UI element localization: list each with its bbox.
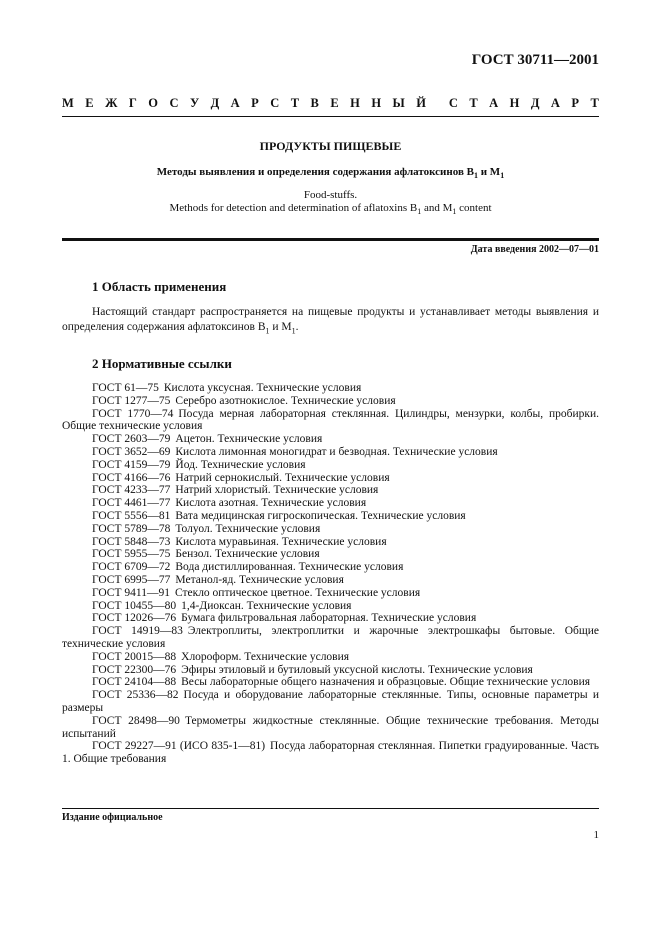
references-list [62, 382, 599, 766]
reference-code: ГОСТ 24104—88 [92, 676, 177, 689]
standard-type-letter: Т [590, 96, 599, 110]
standard-type-letter: Р [251, 96, 259, 110]
english-sub2: 1 [452, 207, 457, 217]
document-title: ПРОДУКТЫ ПИЩЕВЫЕ [259, 139, 402, 153]
standard-type-letter: Е [330, 96, 339, 110]
section1-text-a: Настоящий стандарт распространяется на пищевые продукты и устанавливает методы выявления и определения содержания афлатоксинов B [62, 306, 599, 333]
footer-rule [62, 808, 599, 809]
reference-item [62, 664, 599, 677]
standard-type-letter: А [230, 96, 240, 110]
reference-item [62, 574, 599, 587]
reference-text: Посуда лабораторная стеклянная. Пипетки градуированные. Часть 1. Общие требования [62, 740, 599, 766]
section1-paragraph [62, 305, 599, 338]
reference-item [62, 740, 599, 766]
standard-type-letter: Д [210, 96, 220, 110]
reference-code: ГОСТ 61—75 [92, 382, 159, 394]
reference-item [62, 536, 599, 549]
section1-sub1: 1 [265, 326, 270, 336]
reference-item [62, 446, 599, 459]
reference-item [62, 689, 599, 715]
reference-text: Весы лабораторные общего назначения и образцовые. Общие технические условия [181, 676, 591, 689]
english-line2-a: Methods for detection and determination of aflatoxins B [169, 202, 418, 214]
reference-code: ГОСТ 5955—75 [92, 548, 171, 561]
reference-item [62, 523, 599, 536]
english-sub1: 1 [417, 207, 422, 217]
reference-code: ГОСТ 6995—77 [92, 573, 171, 586]
standard-type-letter: С [270, 96, 280, 110]
reference-code: ГОСТ 22300—76 [92, 663, 177, 676]
standard-type-letter: Д [530, 96, 540, 110]
reference-code: ГОСТ 1277—75 [92, 394, 171, 407]
reference-text: 1,4-Диоксан. Технические условия [181, 599, 352, 612]
reference-text: Натрий хлористый. Технические условия [175, 484, 379, 497]
reference-code: ГОСТ 4461—77 [92, 497, 171, 510]
reference-code: ГОСТ 4166—76 [92, 471, 171, 484]
reference-code: ГОСТ 14919—83 [92, 625, 183, 638]
reference-item [62, 561, 599, 574]
reference-text: Ацетон. Технические условия [175, 433, 323, 446]
reference-code: ГОСТ 3652—69 [92, 445, 171, 458]
standard-type-letter: Й [416, 96, 426, 110]
reference-item [62, 715, 599, 741]
reference-code: ГОСТ 4159—79 [92, 458, 171, 471]
date-intro: Дата введения 2002—07—01 [470, 244, 599, 255]
standard-code: ГОСТ 30711—2001 [471, 52, 599, 68]
standard-type-letter: Е [85, 96, 94, 110]
reference-code: ГОСТ 9411—91 [92, 586, 170, 599]
reference-code: ГОСТ 10455—80 [92, 599, 177, 612]
reference-code: ГОСТ 2603—79 [92, 433, 171, 446]
standard-type-letter: Ж [105, 96, 118, 110]
reference-code: ГОСТ 20015—88 [92, 650, 177, 663]
reference-item [62, 510, 599, 523]
reference-text: Электроплиты, электроплитки и жарочные электрошкафы бытовые. Общие технические условия [62, 625, 599, 650]
section1-heading: 1 Область применения [92, 279, 227, 294]
reference-item [62, 408, 599, 434]
standard-type-letter: В [310, 96, 319, 110]
subtitle-mid: и M [477, 166, 501, 178]
page-number: 1 [593, 829, 599, 841]
reference-item [62, 651, 599, 664]
reference-text: Толуол. Технические условия [175, 522, 321, 535]
standard-type-letter: С [448, 96, 458, 110]
reference-text: Серебро азотнокислое. Технические условия [175, 394, 396, 407]
standard-type-letter: Т [290, 96, 300, 110]
reference-code: ГОСТ 25336—82 [92, 689, 179, 702]
reference-text: Вода дистиллированная. Технические условия [175, 561, 404, 574]
section1-text-b: и M [269, 321, 292, 333]
document-subtitle [62, 166, 599, 180]
standard-type-letter: Ы [392, 96, 405, 110]
reference-text: Бумага фильтровальная лабораторная. Технические условия [181, 612, 477, 625]
reference-item [62, 612, 599, 625]
reference-code: ГОСТ 5556—81 [92, 509, 171, 522]
reference-code: ГОСТ 5848—73 [92, 535, 171, 548]
reference-item [62, 600, 599, 613]
subtitle-text: Методы выявления и определения содержания афлатоксинов B [156, 166, 474, 178]
reference-text: Йод. Технические условия [175, 458, 306, 471]
reference-text: Кислота уксусная. Технические условия [163, 382, 362, 394]
edition-note: Издание официальное [62, 812, 163, 823]
standard-type-heading [62, 96, 599, 111]
reference-item [62, 548, 599, 561]
english-title [62, 189, 599, 218]
reference-item [62, 497, 599, 510]
title-rule [62, 238, 599, 241]
subtitle-sub2: 1 [500, 171, 505, 181]
standard-type-letter: А [550, 96, 560, 110]
english-line1: Food-stuffs. [303, 189, 358, 201]
standard-type-letter: С [169, 96, 179, 110]
reference-text: Кислота азотная. Технические условия [175, 497, 367, 510]
reference-text: Эфиры этиловый и бутиловый уксусной кислоты. Технические условия [181, 663, 533, 676]
standard-type-letter: У [189, 96, 200, 110]
reference-item [62, 395, 599, 408]
reference-code: ГОСТ 5789—78 [92, 522, 171, 535]
english-line2-c: content [456, 202, 492, 214]
standard-type-letter: Н [371, 96, 382, 110]
reference-text: Хлороформ. Технические условия [181, 650, 350, 663]
standard-type-letter: Н [350, 96, 360, 110]
reference-text: Бензол. Технические условия [175, 548, 320, 561]
standard-type-letter: А [489, 96, 499, 110]
section1-text-c: . [295, 321, 299, 333]
reference-text: Кислота лимонная моногидрат и безводная. Технические условия [175, 445, 498, 458]
english-line2 [62, 202, 599, 218]
english-line2-b: and M [421, 202, 453, 214]
standard-type-letter: Г [128, 96, 137, 110]
reference-code: ГОСТ 12026—76 [92, 612, 177, 625]
standard-type-letter: Н [509, 96, 520, 110]
reference-text: Посуда мерная лабораторная стеклянная. Цилиндры, мензурки, колбы, пробирки. Общие технические условия [62, 407, 599, 433]
reference-code: ГОСТ 4233—77 [92, 484, 171, 497]
reference-text: Стекло оптическое цветное. Технические условия [174, 586, 421, 599]
reference-code: ГОСТ 1770—74 [92, 407, 174, 420]
reference-item [62, 472, 599, 485]
section2-heading: 2 Нормативные ссылки [92, 356, 232, 371]
reference-item [62, 382, 599, 395]
reference-item [62, 587, 599, 600]
reference-item [62, 484, 599, 497]
reference-code: ГОСТ 29227—91 (ИСО 835-1—81) [92, 740, 266, 753]
reference-text: Натрий сернокислый. Технические условия [175, 471, 390, 484]
reference-item [62, 459, 599, 472]
section1-sub2: 1 [291, 326, 296, 336]
reference-code: ГОСТ 6709—72 [92, 561, 171, 574]
standard-type-letter: Р [571, 96, 580, 110]
reference-item [62, 625, 599, 651]
header-rule [62, 116, 599, 117]
reference-text: Кислота муравьиная. Технические условия [175, 535, 387, 548]
reference-item [62, 676, 599, 689]
standard-type-letter: Т [469, 96, 478, 110]
reference-text: Посуда и оборудование лабораторные стеклянные. Типы, основные параметры и размеры [62, 689, 599, 714]
reference-text: Вата медицинская гигроскопическая. Технические условия [175, 509, 466, 522]
reference-text: Метанол-яд. Технические условия [175, 573, 344, 586]
standard-type-letter: О [148, 96, 159, 110]
subtitle-sub1: 1 [473, 171, 478, 181]
standard-type-letter: М [62, 96, 74, 110]
reference-code: ГОСТ 28498—90 [92, 714, 180, 727]
reference-item [62, 433, 599, 446]
reference-text: Термометры жидкостные стеклянные. Общие технические требования. Методы испытаний [62, 714, 599, 740]
